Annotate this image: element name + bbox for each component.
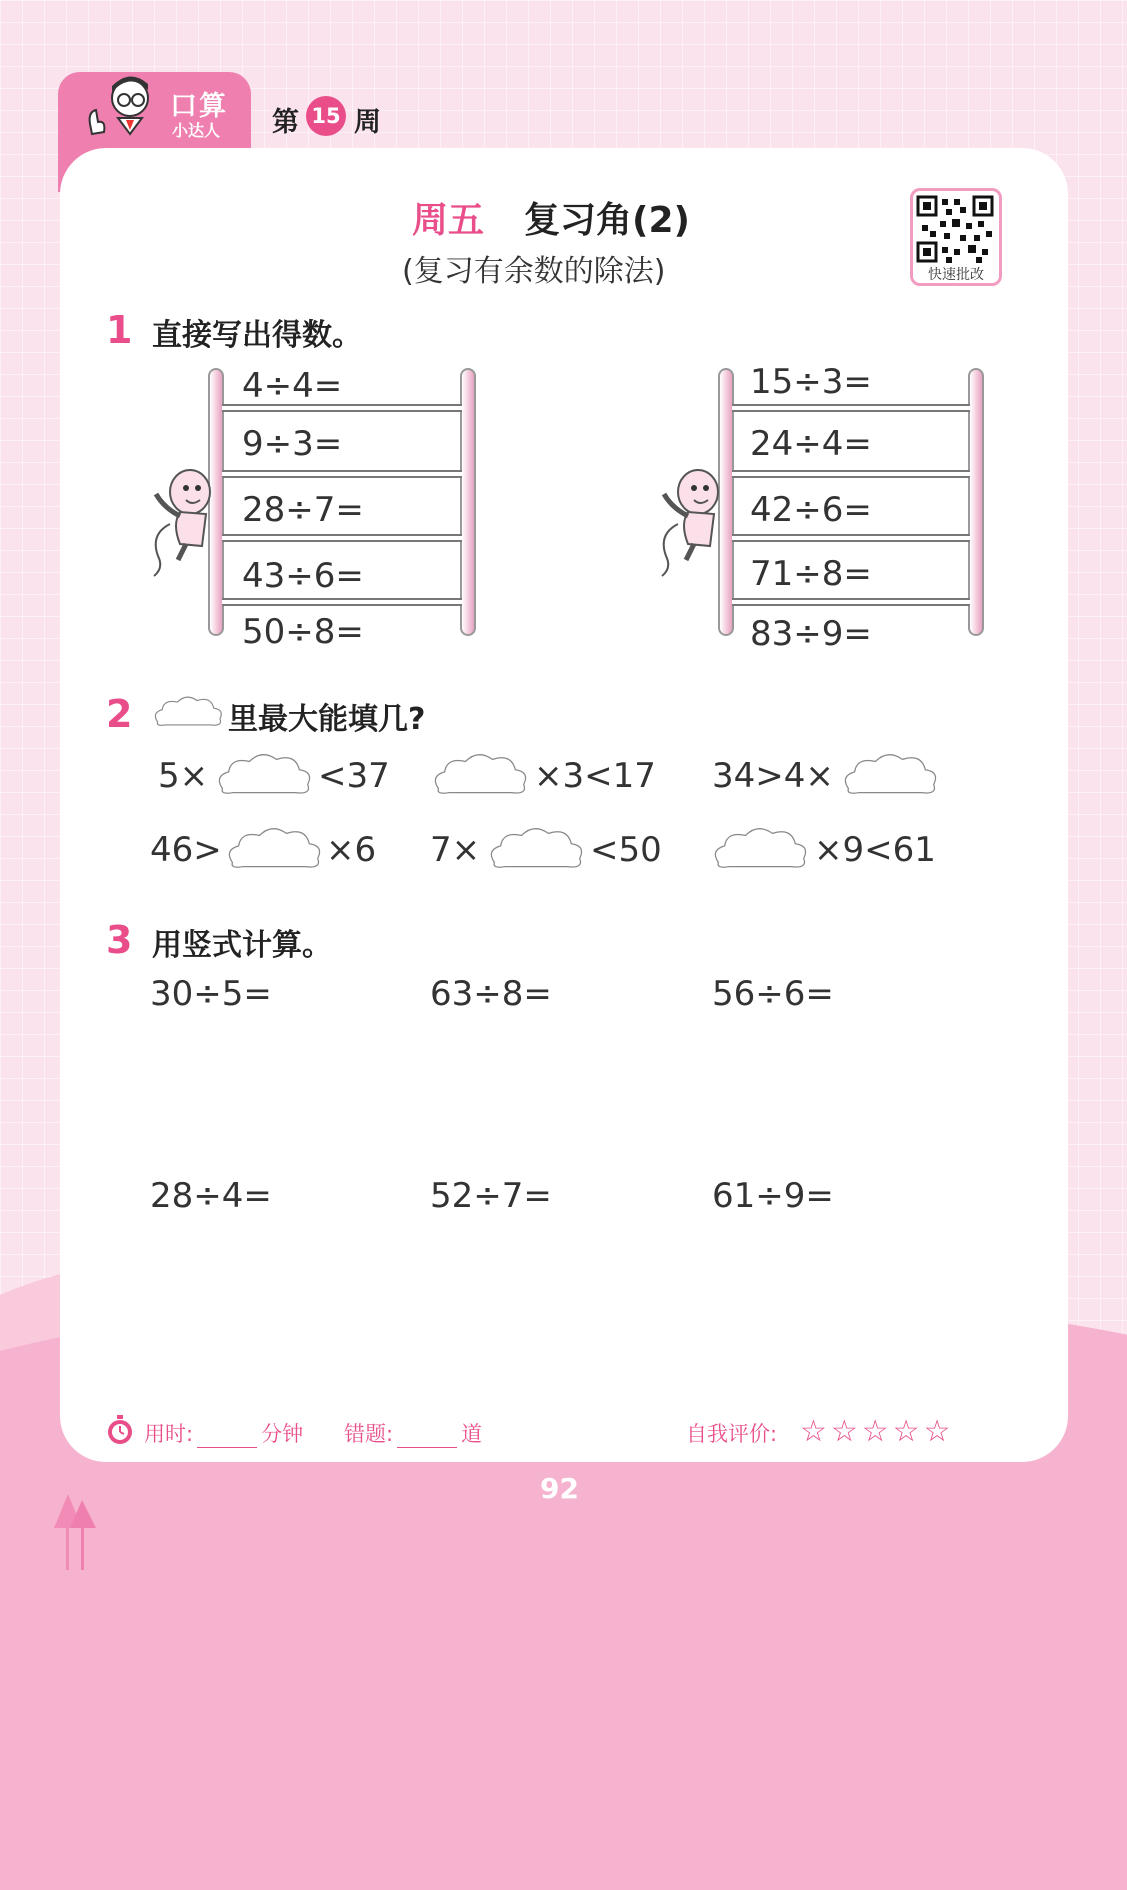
ladder-rung (222, 598, 462, 606)
ladder-rail (460, 368, 476, 636)
answer-cloud-blank[interactable] (708, 820, 812, 878)
inequality-right: ×9<61 (814, 830, 936, 870)
division-problem: 61÷9= (712, 1176, 834, 1216)
equation: 83÷9= (750, 614, 872, 654)
division-problem: 56÷6= (712, 974, 834, 1014)
time-label: 用时: (144, 1422, 194, 1446)
week-suffix: 周 (354, 107, 381, 138)
brand-subtitle: 小达人 (172, 121, 221, 140)
equation: 50÷8= (242, 612, 364, 652)
ladder-rung (732, 404, 970, 412)
inequality-left: 46> (150, 830, 222, 870)
inequality-left: 5× (158, 756, 209, 796)
student-mascot-icon (78, 74, 168, 150)
section-2-number: 2 (106, 692, 133, 736)
qr-code-icon (916, 195, 996, 265)
week-prefix: 第 (272, 107, 299, 138)
rating-stars[interactable]: ☆☆☆☆☆ (800, 1414, 955, 1449)
inequality-right: ×6 (326, 830, 377, 870)
equation: 43÷6= (242, 556, 364, 596)
ladder-rung (732, 534, 970, 542)
answer-cloud-blank[interactable] (428, 746, 532, 804)
inequality-right: <37 (318, 756, 390, 796)
time-blank[interactable] (197, 1427, 257, 1448)
equation: 24÷4= (750, 424, 872, 464)
monkey-icon (658, 464, 724, 584)
division-problem: 30÷5= (150, 974, 272, 1014)
errors-blank[interactable] (397, 1427, 457, 1448)
errors-field (344, 1418, 482, 1448)
stopwatch-icon (106, 1414, 134, 1446)
equation: 4÷4= (242, 366, 343, 406)
section-3-number: 3 (106, 918, 133, 962)
division-problem: 63÷8= (430, 974, 552, 1014)
equation: 28÷7= (242, 490, 364, 530)
qr-label: 快速批改 (928, 267, 984, 283)
cloud-icon (150, 692, 226, 732)
ladder-rung (222, 470, 462, 478)
self-rating-label: 自我评价: (686, 1422, 778, 1446)
inequality-left: 7× (430, 830, 481, 870)
section-2-title: 里最大能填几? (228, 702, 426, 737)
equation: 9÷3= (242, 424, 343, 464)
inequality-right: <50 (590, 830, 662, 870)
errors-unit: 道 (461, 1422, 483, 1446)
errors-label: 错题: (344, 1422, 394, 1446)
ladder-rail (968, 368, 984, 636)
inequality-right: ×3<17 (534, 756, 656, 796)
equation: 42÷6= (750, 490, 872, 530)
brand-title: 口算 (170, 91, 228, 122)
ladder-rung (732, 598, 970, 606)
week-number-badge: 15 (306, 96, 346, 136)
section-1-title: 直接写出得数。 (152, 318, 362, 353)
ladder-rung (732, 470, 970, 478)
section-1-number: 1 (106, 308, 133, 352)
time-unit: 分钟 (261, 1422, 304, 1446)
lesson-subtitle: (复习有余数的除法) (402, 254, 666, 289)
answer-cloud-blank[interactable] (484, 820, 588, 878)
division-problem: 52÷7= (430, 1176, 552, 1216)
inequality-left: 34>4× (712, 756, 834, 796)
time-field (144, 1418, 303, 1448)
equation: 15÷3= (750, 362, 872, 402)
lesson-title: 复习角(2) (524, 200, 690, 241)
tree-icon (54, 1494, 98, 1570)
answer-cloud-blank[interactable] (838, 746, 942, 804)
equation: 71÷8= (750, 554, 872, 594)
lesson-day: 周五 (412, 200, 485, 241)
answer-cloud-blank[interactable] (212, 746, 316, 804)
monkey-icon (150, 464, 216, 584)
section-3-title: 用竖式计算。 (152, 928, 332, 963)
ladder-rung (222, 534, 462, 542)
answer-cloud-blank[interactable] (222, 820, 326, 878)
division-problem: 28÷4= (150, 1176, 272, 1216)
page-number: 92 (540, 1472, 579, 1505)
